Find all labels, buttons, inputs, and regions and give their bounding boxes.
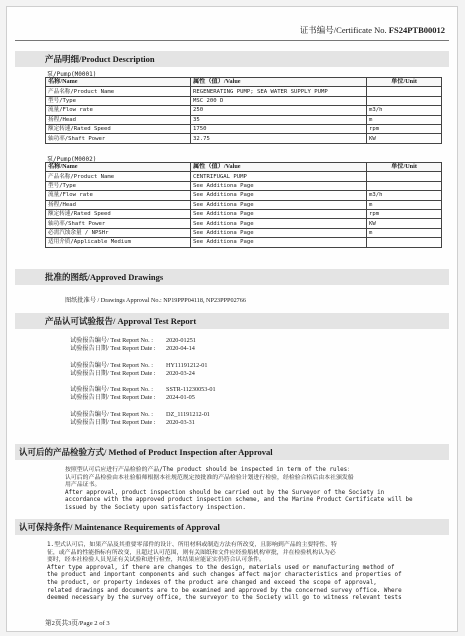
- certificate-page: [6, 6, 458, 632]
- inspection-text: 按照型认可后应进行产品检验的产品/The product should be inspected in term of the rules： 认可后的产品检验由本社验船师根据本社规范规定按批准的产品检验计划进行检验，经检验合格后由本社颁发船 用产品证书。 After approval, product inspection should be carried out by the Surveyor of the Society in accordance with the approved product inspection scheme, and the Marine Product Certificate will be issued by the Society upon satisfactory inspection.: [65, 467, 413, 511]
- table-row: 额定转速/Rated Speed 1750 rpm: [46, 124, 442, 133]
- table-row: 额定转速/Rated Speed See Additiona Page rpm: [46, 209, 442, 218]
- section-approval-test-report: 产品认可试验报告/ Approval Test Report: [15, 313, 449, 329]
- table-row: 产品名称/Product Name REGENERATING PUMP; SEA WATER SUPPLY PUMP: [46, 87, 442, 96]
- list-item: 试验报告编号/ Test Report No. : HY11191212-01: [70, 361, 208, 369]
- table-row: 轴功率/Shaft Power 32.75 KW: [46, 134, 442, 143]
- table-row: 扬程/Head See Additiona Page m: [46, 200, 442, 209]
- column-header: 名称/Name: [46, 163, 191, 172]
- table-row: 流量/Flow rate 250 m3/h: [46, 106, 442, 115]
- list-item: 试验报告日期/ Test Report Date : 2020-03-24: [70, 369, 195, 377]
- section-maintenance-requirements: 认可保持条件/ Maintenance Requirements of Approval: [15, 519, 449, 535]
- pump2-caption: 泵/Pump(M0002): [47, 156, 97, 163]
- list-item: 试验报告日期/ Test Report Date : 2020-03-31: [70, 419, 195, 427]
- column-header: 单位/Unit: [367, 163, 442, 172]
- drawings-approval-line: 图纸批准号 / Drawings Approval No.: NP19PPP04118, NP23PPP02766: [65, 297, 246, 304]
- table-header-row: [46, 163, 442, 172]
- maintenance-text: 1.型式认可后，如果产品及其重要零部件的设计、所用材料或制造方法有所改变，且影响到产品的主要特性、特 征，或产品的性能指标有所改变，且超过认可范围，则有关图纸和文件应经验船机构审批，并在检验机构认为必 要时，经本社检验人员见证有关试验和进行检查，其结果应能证实仍符合认可条件。 After type approval, if there are changes to the design, materials used or manufacturing method of the product and important components and such changes affect major characteristics and properties of the product, or property indexes of the product are changed and exceed the scope of approval, related drawings and documents are to be examined and approved by the concerned survey office. Where deemed necessary by the survey office, the surveyor to the Society will go to witness relevant tests: [47, 542, 402, 602]
- pump1-caption: 泵/Pump(M0001): [47, 71, 97, 78]
- table-row: 流量/Flow rate See Additiona Page m3/h: [46, 191, 442, 200]
- header-rule: [15, 40, 449, 41]
- certificate-number-value: FS24PTB00012: [388, 25, 445, 35]
- column-header: 名称/Name: [46, 78, 191, 87]
- column-header: 单位/Unit: [367, 78, 442, 87]
- list-item: 试验报告日期/ Test Report Date : 2024-01-05: [70, 394, 195, 402]
- table-row: 轴功率/Shaft Power See Additiona Page KW: [46, 219, 442, 228]
- table-header-row: [46, 78, 442, 87]
- certificate-number: 证书编号/Certificate No. FS24PTB00012: [299, 25, 445, 35]
- list-item: 试验报告日期/ Test Report Date : 2020-04-14: [70, 345, 195, 353]
- table-row: 产品名称/Product Name CENTRIFUGAL PUMP: [46, 172, 442, 181]
- pump2-table: [45, 162, 442, 248]
- table-row: 适用介质/Applicable Medium See Additiona Page: [46, 238, 442, 247]
- column-header: 属性（值）/Value: [191, 163, 367, 172]
- table-row: 型号/Type MSC 200 D: [46, 96, 442, 105]
- table-row: 必需汽蚀余量 / NPSHr See Additiona Page m: [46, 228, 442, 237]
- table-row: 扬程/Head 35 m: [46, 115, 442, 124]
- list-item: 试验报告编号/ Test Report No. : 2020-01251: [70, 337, 196, 344]
- page-number: 第2页共3页/Page 2 of 3: [45, 620, 110, 627]
- section-approved-drawings: 批准的图纸/Approved Drawings: [15, 269, 449, 285]
- test-report-list: [70, 337, 216, 427]
- list-item: 试验报告编号/ Test Report No. : SSTR-11230053-01: [70, 386, 216, 394]
- pump1-table: [45, 77, 442, 144]
- column-header: 属性（值）/Value: [191, 78, 367, 87]
- section-product-description: 产品明细/Product Description: [15, 51, 449, 67]
- section-inspection-method: 认可后的产品检验方式/ Method of Product Inspection after Approval: [15, 444, 449, 460]
- table-row: 型号/Type See Additiona Page: [46, 181, 442, 190]
- list-item: 试验报告编号/ Test Report No. : DZ_11191212-01: [70, 410, 210, 418]
